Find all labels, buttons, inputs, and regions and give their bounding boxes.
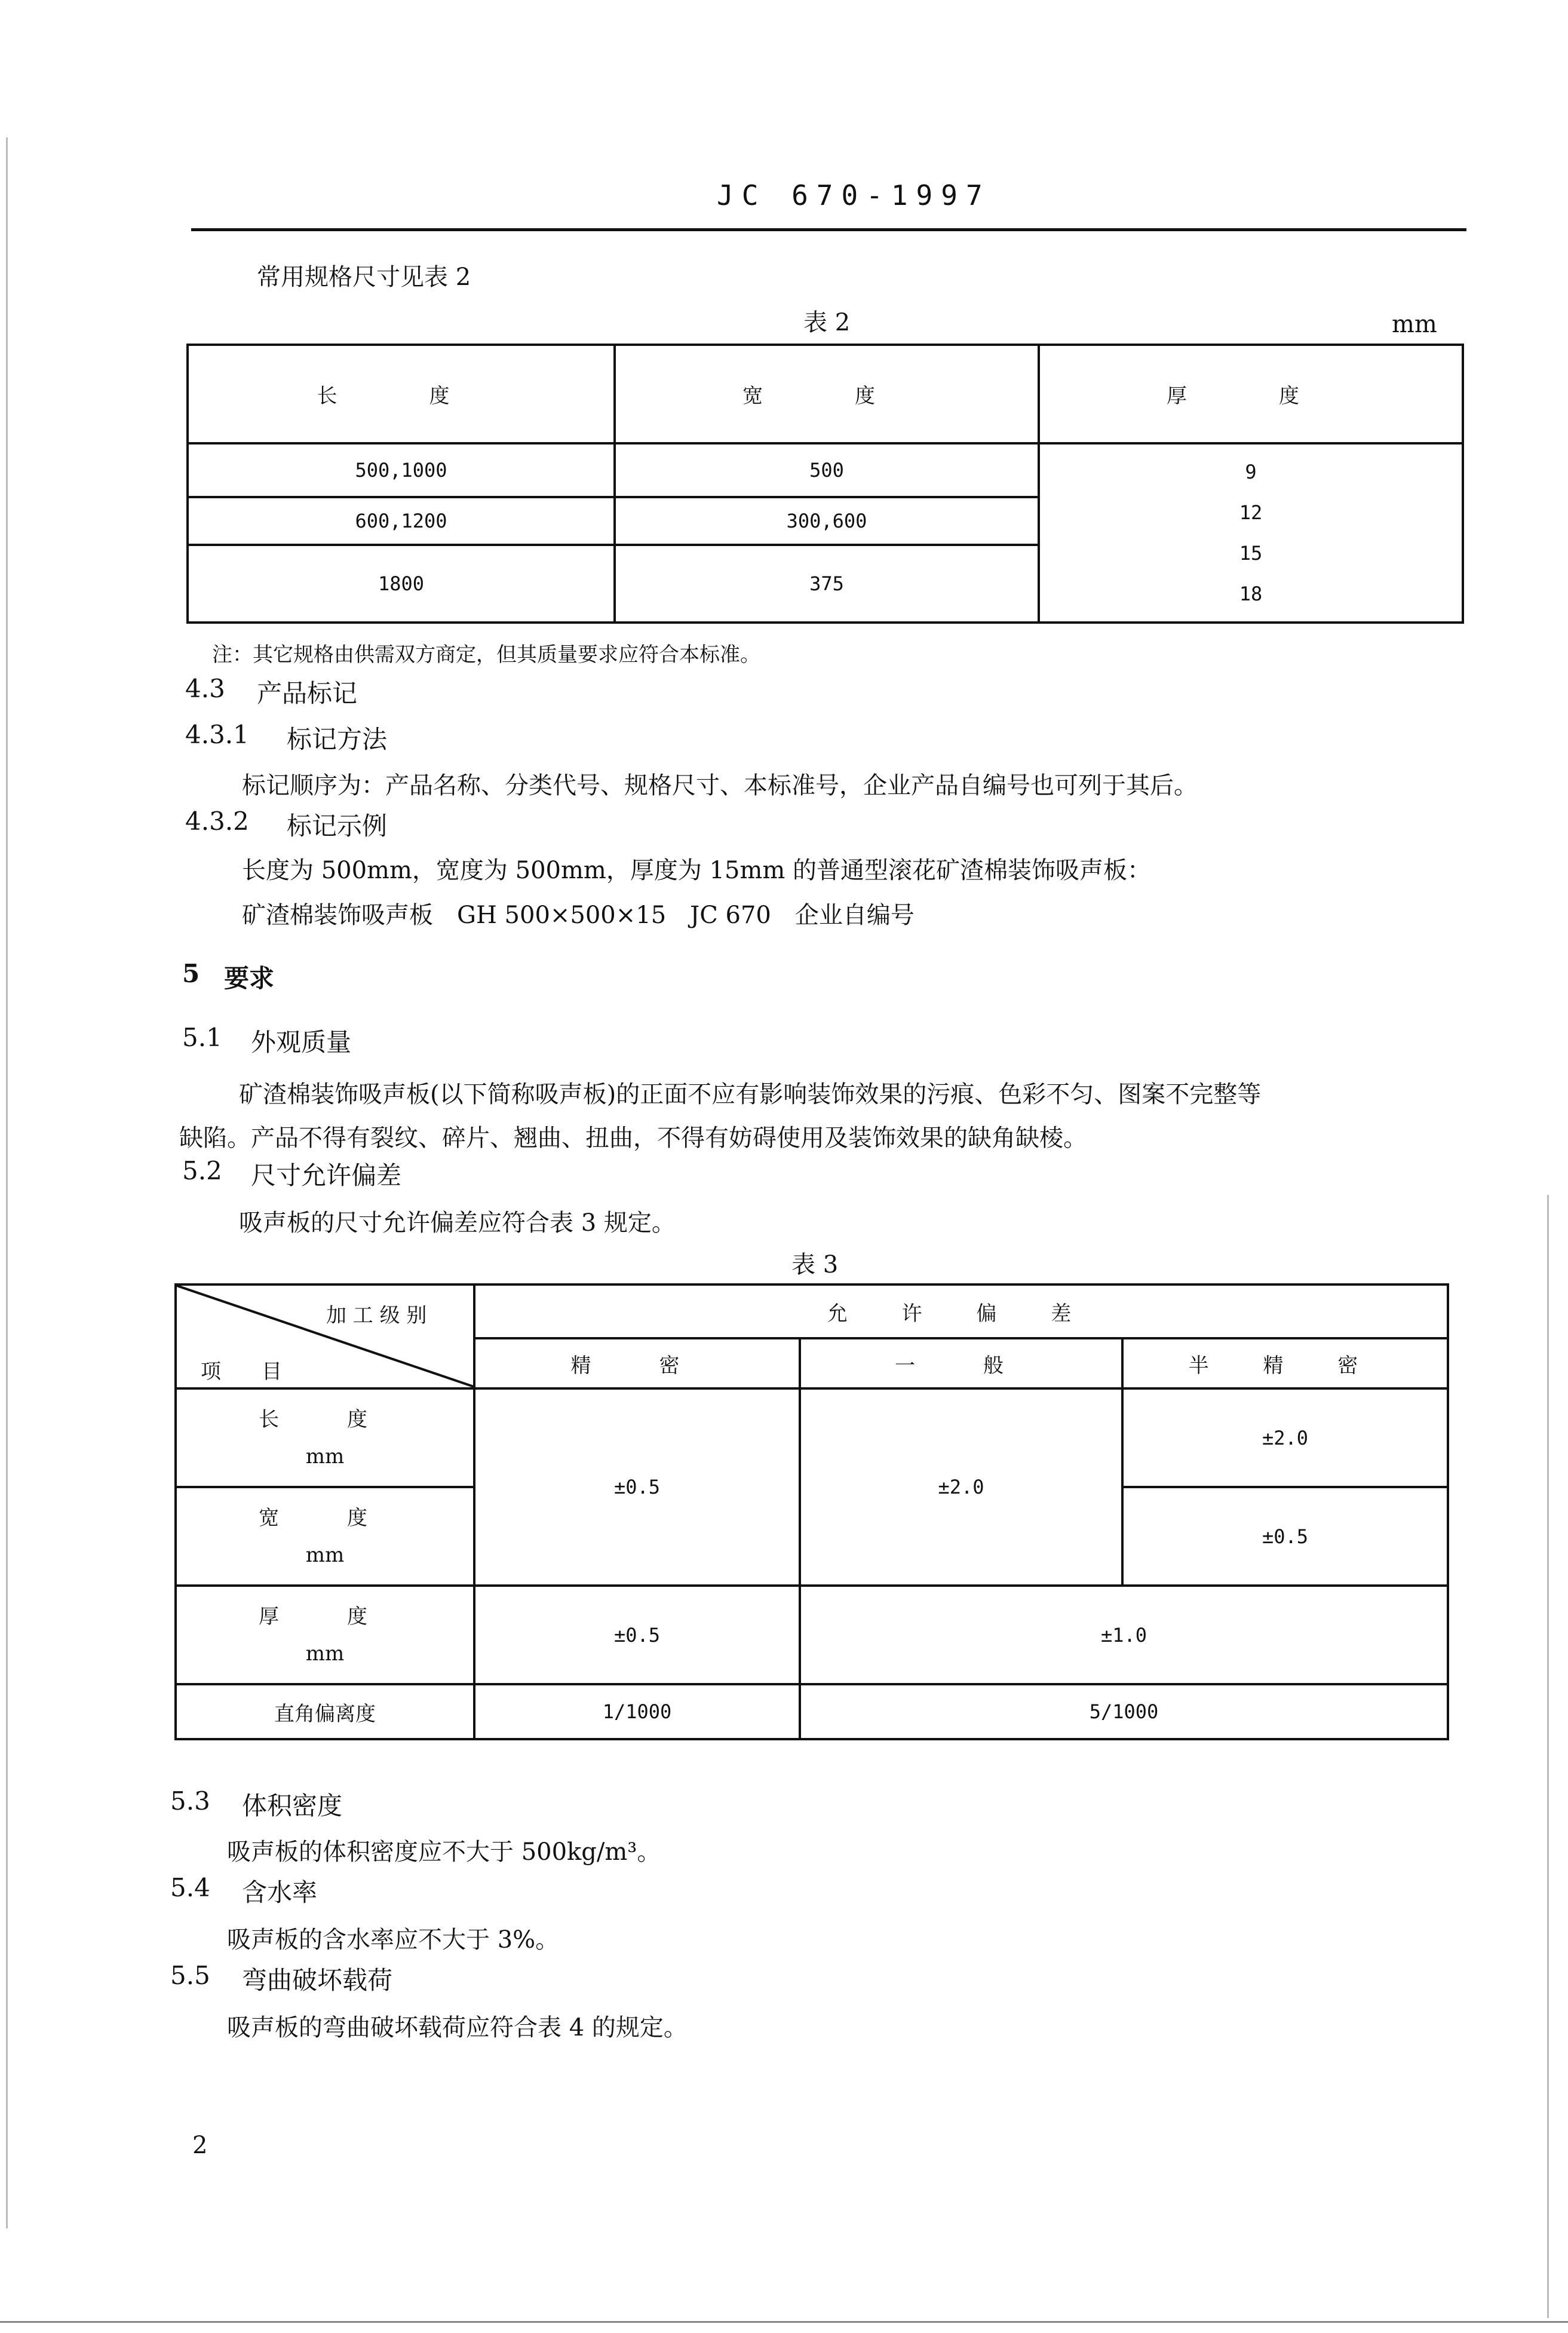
item-unit: mm [305,1444,345,1469]
table2-length-cell: 500,1000 [188,443,615,497]
table2-unit: mm [1392,311,1437,338]
table3-item-thickness [176,1586,474,1684]
section-4-3-2-title: 标记示例 [287,811,388,841]
table3-semi-length: ±2.0 [1122,1388,1448,1487]
section-5-3-body: 吸声板的体积密度应不大于 500kg/m³。 [227,1838,661,1866]
section-5-5-number: 5.5 [170,1961,210,1990]
intro-text: 常用规格尺寸见表 2 [257,263,471,291]
table3-other-thickness: ±1.0 [800,1586,1448,1684]
section-4-3-1-title: 标记方法 [287,725,388,754]
table3-level-semi: 半 精 密 [1122,1338,1448,1388]
thickness-value: 18 [1239,583,1263,605]
section-5-4-number: 5.4 [170,1873,210,1902]
table3-level-precise: 精 密 [474,1338,800,1388]
table3-item-length [176,1388,474,1487]
item-unit: mm [305,1641,345,1666]
section-5-1-title: 外观质量 [251,1028,352,1057]
section-4-3-1-number: 4.3.1 [185,720,249,749]
section-5-1-body-2: 缺陷。产品不得有裂纹、碎片、翘曲、扭曲，不得有妨碍使用及装饰效果的缺角缺棱。 [179,1124,1087,1152]
table2-header-width: 宽 度 [615,345,1039,443]
section-5-1-number: 5.1 [182,1023,222,1052]
table2-caption: 表 2 [803,309,851,336]
table2-length-cell: 1800 [188,545,615,623]
thickness-value: 12 [1239,501,1263,524]
section-5-5-body: 吸声板的弯曲破坏载荷应符合表 4 的规定。 [227,2014,688,2041]
table3-caption: 表 3 [791,1251,839,1279]
thickness-value: 9 [1245,461,1257,483]
table3-corner-bottom: 项 目 [201,1360,282,1384]
item-name: 厚 度 [259,1604,391,1629]
table3-other-angle: 5/1000 [800,1684,1448,1739]
section-5-4-body: 吸声板的含水率应不大于 3%。 [227,1926,560,1954]
table2-thickness-cell [1039,443,1463,623]
section-4-3-2-body-1: 长度为 500mm，宽度为 500mm，厚度为 15mm 的普通型滚花矿渣棉装饰吸声板： [242,857,1152,884]
section-4-3-1-body: 标记顺序为：产品名称、分类代号、规格尺寸、本标准号，企业产品自编号也可列于其后。 [242,772,1198,799]
section-5-2-body: 吸声板的尺寸允许偏差应符合表 3 规定。 [239,1209,676,1237]
table3-corner-cell [176,1284,474,1388]
section-5-1-body-1: 矿渣棉装饰吸声板(以下简称吸声板)的正面不应有影响装饰效果的污痕、色彩不匀、图案不完整等 [239,1081,1262,1108]
thickness-value: 15 [1239,542,1263,565]
table2-note: 注：其它规格由供需双方商定，但其质量要求应符合本标准。 [212,643,760,667]
page-number: 2 [192,2132,208,2159]
section-5-3-title: 体积密度 [242,1791,343,1820]
table2-header-thickness: 厚 度 [1039,345,1463,443]
table3-precise-thickness: ±0.5 [474,1586,800,1684]
table2-width-cell: 500 [615,443,1039,497]
table3-corner-top: 加 工 级 别 [326,1304,427,1328]
table3-general-lw: ±2.0 [800,1388,1122,1586]
section-5-4-title: 含水率 [242,1878,318,1907]
table3-group-header: 允 许 偏 差 [474,1284,1448,1338]
item-name: 宽 度 [259,1506,391,1530]
section-5-2-number: 5.2 [182,1156,222,1185]
section-5-title: 要求 [224,964,275,993]
table2-length-cell: 600,1200 [188,497,615,545]
table3-precise-lw: ±0.5 [474,1388,800,1586]
scan-edge-right [1547,1195,1549,2318]
scan-edge-left [6,137,8,2228]
section-5-2-title: 尺寸允许偏差 [251,1161,402,1190]
table3-level-general: 一 般 [800,1338,1122,1388]
section-4-3-title: 产品标记 [257,679,358,708]
scan-edge-bottom [0,2321,1568,2323]
item-unit: mm [305,1543,345,1567]
table2-header-length: 长 度 [188,345,615,443]
section-4-3-2-number: 4.3.2 [185,807,249,836]
table2 [186,344,1464,624]
table3-semi-width: ±0.5 [1122,1487,1448,1586]
item-name: 长 度 [259,1407,391,1431]
table2-width-cell: 300,600 [615,497,1039,545]
table3-item-angle: 直角偏离度 [176,1684,474,1739]
table3-item-width [176,1487,474,1586]
table3-precise-angle: 1/1000 [474,1684,800,1739]
section-4-3-number: 4.3 [185,674,225,703]
section-4-3-2-body-2: 矿渣棉装饰吸声板 GH 500×500×15 JC 670 企业自编号 [242,902,915,929]
header-rule [191,228,1466,231]
table3 [174,1283,1449,1740]
section-5-5-title: 弯曲破坏载荷 [242,1966,393,1995]
section-5-3-number: 5.3 [170,1786,210,1816]
section-5-number: 5 [182,959,200,988]
document-code: JC 670-1997 [717,179,991,211]
table2-width-cell: 375 [615,545,1039,623]
